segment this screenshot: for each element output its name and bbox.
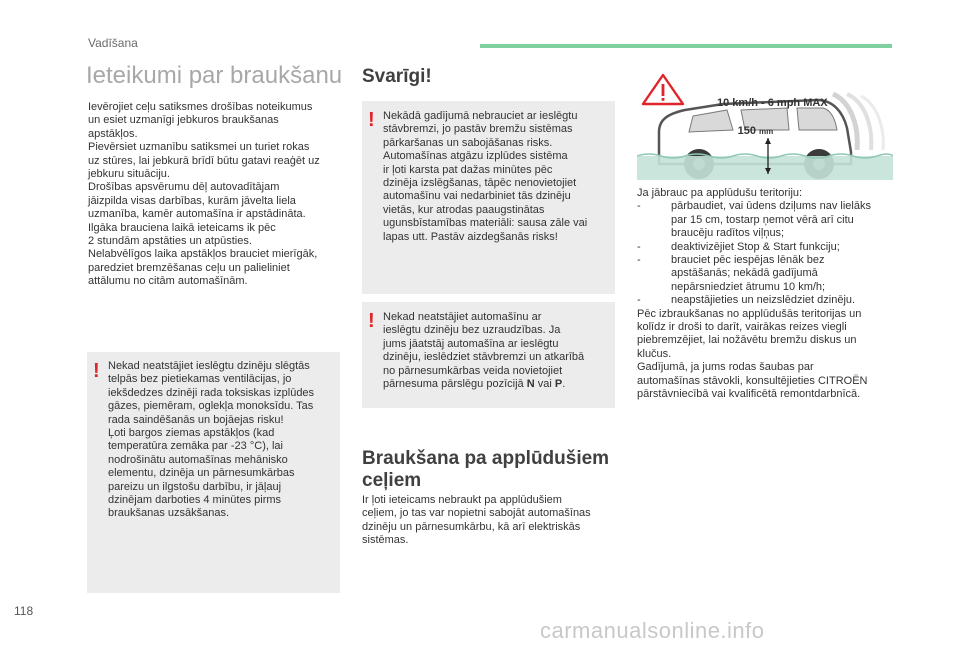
paragraph: Gadījumā, ja jums rodas šaubas par automašīnas stāvokli, konsultējieties CITROËN pārstāvniecībā vai kvalificētā remontdarbnīcā.	[637, 361, 868, 401]
warning-box-unattended-vehicle	[362, 302, 615, 408]
warning-box-engine-closed-space	[87, 352, 340, 593]
flood-driving-illustration	[637, 72, 893, 180]
speed-limit-label: 10 km/h - 6 mph MAX	[717, 97, 828, 109]
page-number: 118	[14, 604, 34, 618]
warning-text: Nekādā gadījumā nebrauciet ar ieslēgtu stāvbremzi, jo pastāv bremžu sistēmas pārkaršanas un sabojāšanas risks. Automašīnas atgāzu izplūdes sistēma ir ļoti karsta pat dažas minūtes pēc dzinēja izslēgšanas, tāpēc nenovietojiet automašīnu vai nedarbiniet tās dzinēju vietās, kur atrodas paaugstinātas ugunsbīstamības materiāli: sausa zāle vai lapas utt. Pastāv aizdegšanās risks!	[383, 110, 588, 243]
gear-n: N	[526, 378, 535, 391]
warning-text: Nekad neatstājiet ieslēgtu dzinēju slēgtās telpās bez pietiekamas ventilācijas, jo iekšdedzes dzinēji rada toksiskas izplūdes gāzes, piemēram, oglekļa monoksīdu. Tas rada saindēšanās un bojāejas risku! Ļoti bargos ziemas apstākļos (kad temperatūra zemāka par -23 °C), lai nodrošinātu automašīnas mehānisko elementu, dzinēja un pārnesumkārbas pareizu un ilgstošu darbību, ir jāļauj dzinējam darboties 4 minūtes pirms braukšanas uzsākšanas.	[108, 360, 315, 520]
watermark: carmanualsonline.info	[540, 618, 765, 643]
list-intro: Ja jābrauc pa applūdušu teritoriju:	[637, 187, 803, 199]
warning-text: Nekad neatstājiet automašīnu ar ieslēgtu dzinēju bez uzraudzības. Ja jums jāatstāj automašīna ar ieslēgtu dzinēju, ieslēdziet stāvbremzi un atkarībā no pārnesumkārbas veida novietojiet pārnesuma pārslēgu pozīcijā N vai P.	[383, 311, 585, 391]
warning-exclamation-icon: !	[368, 310, 375, 332]
paragraph: Pēc izbraukšanas no applūdušās teritorijas un kolīdz ir droši to darīt, vairākas reizes viegli piebremzējiet, lai nožāvētu bremžu diskus un klučus.	[637, 307, 862, 360]
warning-exclamation-icon: !	[368, 109, 375, 131]
page-title: Ieteikumi par braukšanu	[86, 62, 343, 89]
gear-p: P	[554, 378, 563, 391]
section-label: Vadīšana	[88, 36, 138, 50]
depth-unit: mm	[759, 127, 774, 136]
list-item: - pārbaudiet, vai ūdens dziļums nav lielāks par 15 cm, tostarp ņemot vērā arī citu braucēju radītos viļņus;	[637, 200, 871, 240]
paragraph: Ir ļoti ieteicams nebraukt pa applūdušiem ceļiem, jo tas var nopietni sabojāt automašīnas dzinēju un pārnesumkārbu, kā arī elektriskās sistēmas.	[362, 494, 591, 547]
driving-advice-text	[88, 101, 344, 289]
flood-section-title: Braukšana pa applūdušiem ceļiem	[362, 448, 610, 491]
flood-checklist	[637, 200, 897, 307]
flood-intro-text	[362, 494, 624, 548]
warning-box-parking-brake	[362, 101, 615, 294]
list-item: - brauciet pēc iespējas lēnāk bez apstāšanās; nekādā gadījumā nepārsniedziet ātrumu 10 km/h;	[637, 254, 826, 293]
important-title: Svarīgi!	[362, 66, 432, 87]
paragraph: Ievērojiet ceļu satiksmes drošības noteikumus un esiet uzmanīgi jebkuros braukšanas apstākļos.	[88, 101, 313, 140]
list-item: - deaktivizējiet Stop & Start funkciju;	[637, 240, 840, 253]
paragraph: Drošības apsvērumu dēļ autovadītājam jāizpilda visas darbības, kurām jāvelta liela uzmanība, kamēr automašīna ir apstādināta.	[88, 181, 306, 221]
paragraph: Nelabvēlīgos laika apstākļos brauciet mierīgāk, paredziet bremzēšanas ceļu un palieliniet attālumu no citām automašīnām.	[88, 248, 318, 288]
warning-triangle-icon	[643, 75, 683, 104]
flood-instructions	[637, 187, 897, 402]
header-accent-bar	[480, 44, 892, 48]
paragraph: Pievērsiet uzmanību satiksmei un turiet rokas uz stūres, lai jebkurā brīdī būtu gatavi reaģēt uz jebkuru situāciju.	[88, 141, 320, 181]
list-item: - neapstājieties un neizslēdziet dzinēju.	[637, 294, 856, 307]
warning-exclamation-icon: !	[93, 360, 100, 382]
paragraph: Ilgāka brauciena laikā ieteicams ik pēc 2 stundām apstāties un atpūsties.	[88, 221, 276, 248]
depth-value: 150	[737, 125, 756, 137]
